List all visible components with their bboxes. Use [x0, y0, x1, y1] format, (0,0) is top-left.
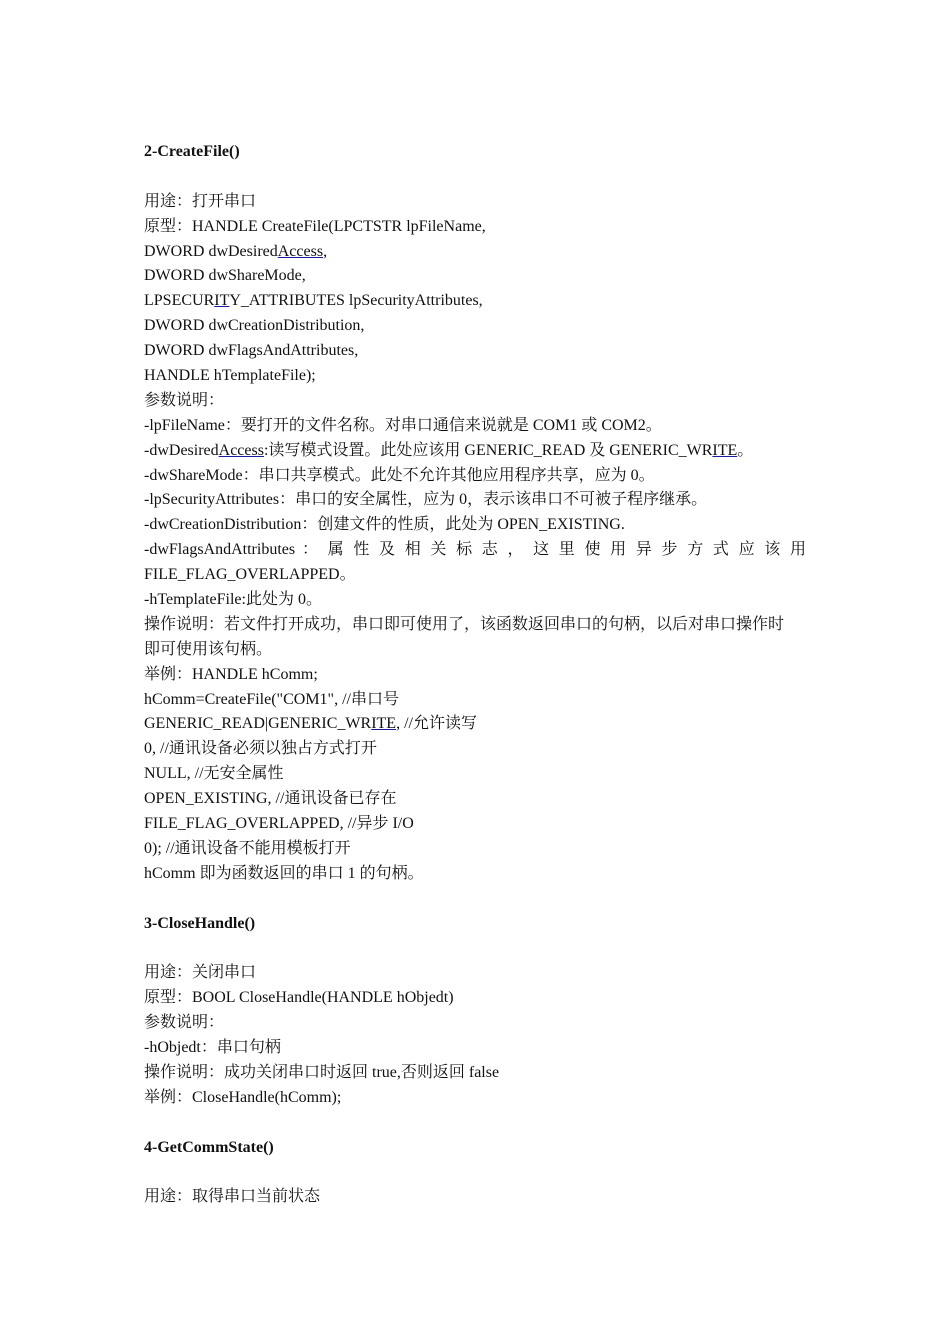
access-link[interactable]: Access	[277, 242, 324, 260]
text-fragment: :读写模式设置。此处应该用 GENERIC_READ 及 GENERIC_WR	[263, 441, 713, 459]
example-line: hComm 即为函数返回的串口 1 的句柄。	[144, 864, 424, 882]
example-line: FILE_FLAG_OVERLAPPED, //异步 I/O	[144, 815, 414, 833]
text-fragment: -dwDesired	[144, 441, 219, 459]
text-fragment: ,	[323, 242, 328, 260]
param-description: -hObjedt：串口句柄	[144, 1039, 281, 1057]
prototype-param-line	[144, 289, 806, 314]
prototype-param-line: DWORD dwCreationDistribution,	[144, 317, 365, 335]
text-fragment: Y_ATTRIBUTES lpSecurityAttributes,	[229, 292, 483, 310]
prototype-line: 原型：BOOL CloseHandle(HANDLE hObjedt)	[144, 989, 454, 1007]
ity-link[interactable]: IT	[214, 292, 230, 310]
param-description: -dwFlagsAndAttributes ： 属 性 及 相 关 标 志 ， 这 里 使 用 异 步 方 式 应 该 用	[144, 541, 806, 559]
example-line: 举例：CloseHandle(hComm);	[144, 1088, 342, 1106]
example-line: OPEN_EXISTING, //通讯设备已存在	[144, 790, 397, 808]
text-fragment: , //允许读写	[396, 715, 477, 733]
prototype-param-line	[144, 240, 806, 265]
prototype-param-line: HANDLE hTemplateFile);	[144, 367, 316, 385]
param-description	[144, 439, 806, 464]
param-description: -lpFileName：要打开的文件名称。对串口通信来说就是 COM1 或 COM2。	[144, 416, 662, 434]
text-fragment: LPSECUR	[144, 292, 215, 310]
example-line: 0, //通讯设备必须以独占方式打开	[144, 740, 377, 758]
spacer	[144, 887, 806, 912]
param-description: -lpSecurityAttributes：串口的安全属性，应为 0，表示该串口不可被子程序继承。	[144, 491, 708, 509]
purpose-line: 用途：取得串口当前状态	[144, 1188, 321, 1206]
ite-link[interactable]: ITE	[712, 441, 738, 459]
document-page	[144, 140, 806, 1210]
example-line	[144, 712, 806, 737]
text-fragment: 。	[737, 441, 754, 459]
operation-description: 即可使用该句柄。	[144, 640, 273, 658]
params-label: 参数说明：	[144, 1014, 225, 1032]
text-fragment: DWORD dwDesired	[144, 242, 278, 260]
section-heading-getcommstate: 4-GetCommState()	[144, 1138, 274, 1156]
param-description: FILE_FLAG_OVERLAPPED。	[144, 566, 356, 584]
ite-link[interactable]: ITE	[371, 715, 397, 733]
purpose-line: 用途：关闭串口	[144, 964, 257, 982]
purpose-line: 用途：打开串口	[144, 192, 257, 210]
params-label: 参数说明：	[144, 391, 225, 409]
spacer	[144, 165, 806, 190]
operation-description: 操作说明：若文件打开成功，串口即可使用了，该函数返回串口的句柄，以后对串口操作时	[144, 615, 785, 633]
param-description: -hTemplateFile:此处为 0。	[144, 591, 322, 609]
operation-description: 操作说明：成功关闭串口时返回 true,否则返回 false	[144, 1063, 500, 1081]
section-heading-createfile: 2-CreateFile()	[144, 143, 240, 160]
spacer	[144, 937, 806, 962]
text-fragment: GENERIC_READ|GENERIC_WR	[144, 715, 372, 733]
param-description: -dwShareMode：串口共享模式。此处不允许其他应用程序共享，应为 0。	[144, 466, 655, 484]
prototype-line: 原型：HANDLE CreateFile(LPCTSTR lpFileName,	[144, 217, 486, 235]
spacer	[144, 1161, 806, 1186]
param-description: -dwCreationDistribution：创建文件的性质，此处为 OPEN_EXISTING.	[144, 516, 625, 534]
prototype-param-line: DWORD dwFlagsAndAttributes,	[144, 342, 359, 360]
example-line: 0); //通讯设备不能用模板打开	[144, 839, 351, 857]
access-link[interactable]: Access	[218, 441, 264, 459]
example-line: 举例：HANDLE hComm;	[144, 665, 318, 683]
example-line: NULL, //无安全属性	[144, 765, 284, 783]
example-line: hComm=CreateFile("COM1", //串口号	[144, 690, 399, 708]
section-heading-closehandle: 3-CloseHandle()	[144, 914, 256, 932]
spacer	[144, 1111, 806, 1136]
prototype-param-line: DWORD dwShareMode,	[144, 267, 306, 285]
